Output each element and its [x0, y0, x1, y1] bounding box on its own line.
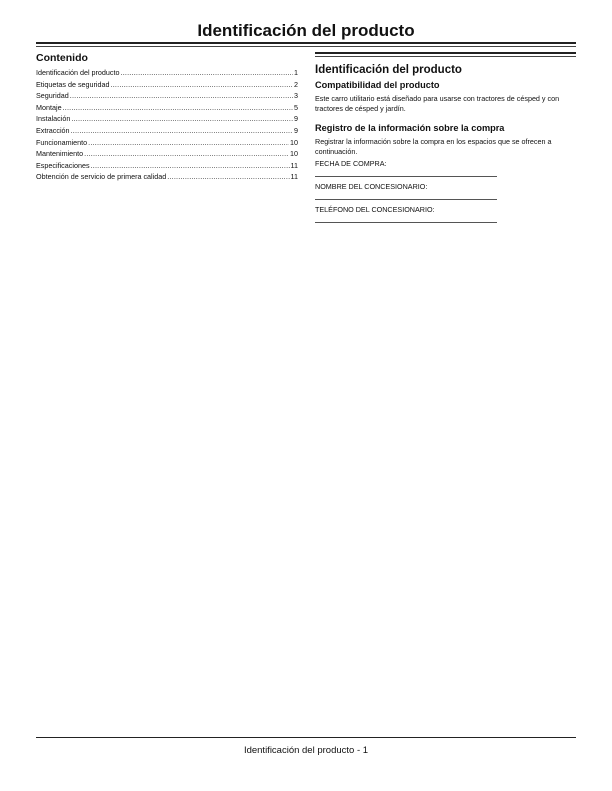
toc-entry-label: Montaje [36, 102, 62, 112]
table-of-contents [36, 52, 298, 183]
dealer-phone-label: TELÉFONO DEL CONCESIONARIO: [315, 205, 435, 214]
header-rule-thin [36, 46, 576, 47]
toc-leader-dots [71, 125, 293, 137]
footer-rule [36, 737, 576, 738]
dealer-name-line[interactable] [315, 199, 497, 200]
purchase-date-line[interactable] [315, 176, 497, 177]
section-rule-thick [315, 52, 576, 54]
toc-entry[interactable] [36, 125, 298, 137]
footer-page-label: Identificación del producto - 1 [243, 745, 369, 756]
purchase-register-text: Registrar la información sobre la compra en los espacios que se ofrecen a continuación. [315, 137, 552, 156]
toc-entry[interactable] [36, 171, 298, 183]
toc-entry[interactable] [36, 113, 298, 125]
toc-entry-page: 10 [290, 149, 298, 159]
toc-entry-label: Funcionamiento [36, 137, 88, 147]
toc-entry[interactable] [36, 137, 298, 149]
toc-leader-dots [70, 90, 293, 102]
toc-leader-dots [121, 67, 293, 79]
toc-entry-page: 5 [294, 102, 298, 112]
toc-entry-label: Obtención de servicio de primera calidad [36, 172, 167, 182]
purchase-date-label: FECHA DE COMPRA: [315, 159, 387, 168]
toc-entry[interactable] [36, 102, 298, 114]
toc-entry-page: 9 [294, 114, 298, 124]
compatibility-title: Compatibilidad del producto [315, 80, 440, 90]
section-rule-thin [315, 56, 576, 57]
toc-leader-dots [84, 148, 289, 160]
toc-entry-page: 10 [290, 137, 298, 147]
toc-entry-page: 11 [290, 160, 298, 170]
toc-entry-label: Especificaciones [36, 160, 90, 170]
toc-entry-label: Etiquetas de seguridad [36, 79, 110, 89]
toc-entry-page: 9 [294, 125, 298, 135]
toc-entry-page: 11 [290, 172, 298, 182]
compatibility-text: Este carro utilitario está diseñado para usarse con tractores de césped y con tractores de césped y jardín. [315, 94, 560, 113]
toc-leader-dots [71, 113, 293, 125]
toc-entry[interactable] [36, 160, 298, 172]
toc-entry[interactable] [36, 148, 298, 160]
purchase-register-title: Registro de la información sobre la compra [315, 123, 505, 133]
toc-leader-dots [88, 137, 289, 149]
section-title: Identificación del producto [315, 64, 462, 76]
toc-entry-page: 1 [294, 68, 298, 77]
toc-leader-dots [91, 160, 290, 172]
toc-heading: Contenido [36, 52, 88, 64]
dealer-phone-line[interactable] [315, 222, 497, 223]
toc-entry-label: Mantenimiento [36, 149, 84, 159]
toc-entry-label: Instalación [36, 114, 71, 124]
toc-leader-dots [63, 102, 293, 114]
toc-leader-dots [167, 171, 289, 183]
toc-entry[interactable] [36, 67, 298, 79]
header-rule-thick [36, 42, 576, 44]
toc-entry-label: Extracción [36, 125, 70, 135]
dealer-name-label: NOMBRE DEL CONCESIONARIO: [315, 182, 428, 191]
toc-entry-label: Seguridad [36, 91, 69, 101]
toc-entry[interactable] [36, 90, 298, 102]
toc-entry-page: 2 [294, 79, 298, 89]
main-content [315, 63, 577, 228]
toc-entry-page: 3 [294, 91, 298, 101]
toc-entry-label: Identificación del producto [36, 68, 120, 77]
toc-leader-dots [111, 79, 293, 91]
page-title: Identificación del producto [197, 21, 415, 40]
toc-entry[interactable] [36, 79, 298, 91]
